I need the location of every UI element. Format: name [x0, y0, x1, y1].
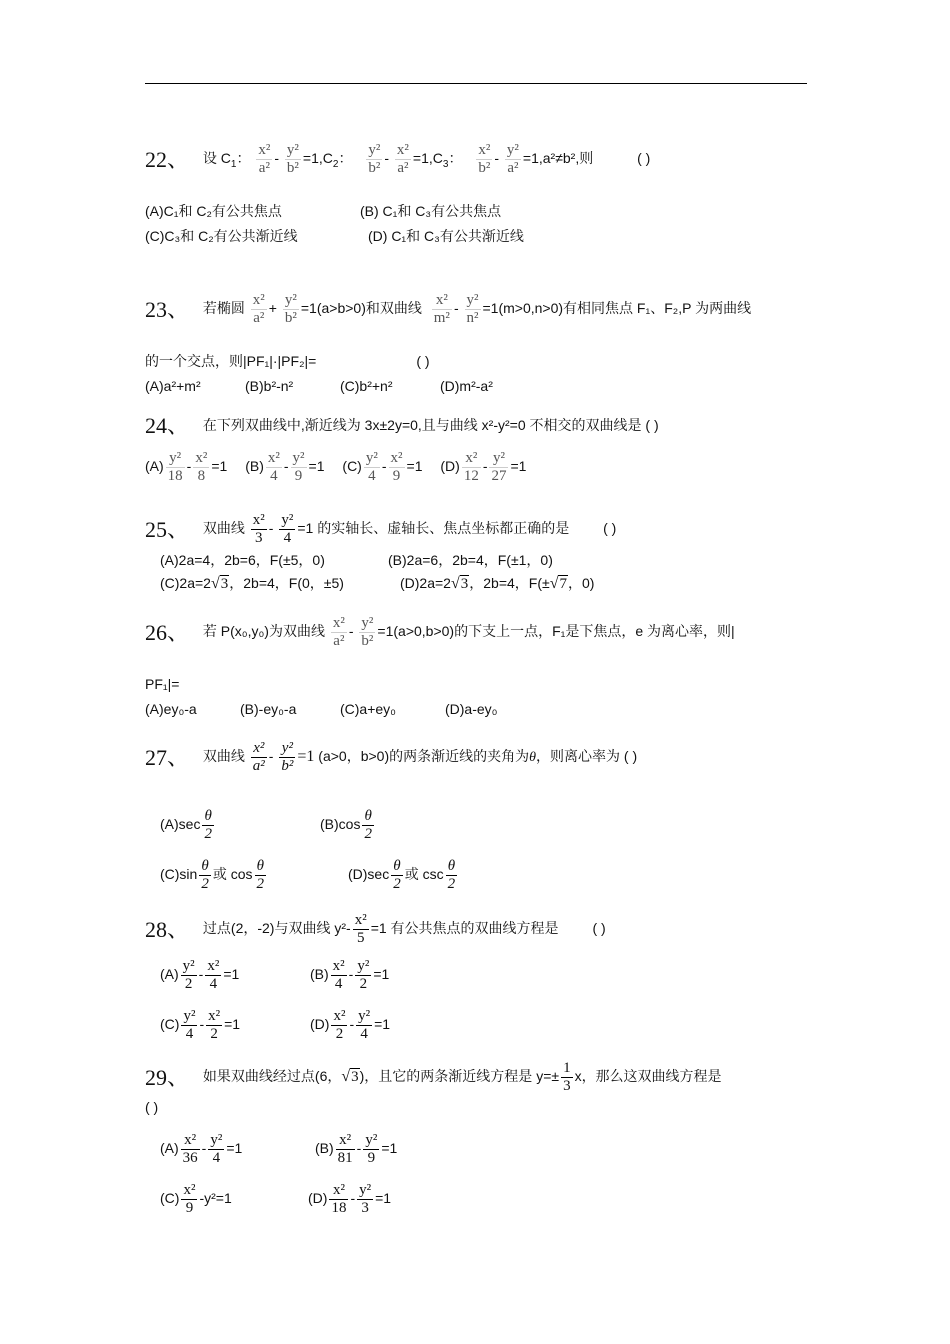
- choice-D: (D)2a=2√3，2b=4，F(±√7，0): [400, 573, 594, 595]
- choice-A: (A) $\frac{\text{y²}}{18}$ - $\frac{\text{x²}}{8}$ =1: [145, 450, 228, 484]
- question-number: 22、: [145, 146, 190, 172]
- fraction: $\frac{\text{x²}}{\text{m²}}$: [433, 292, 450, 326]
- question-number: 23、: [145, 296, 190, 322]
- fraction: $\frac{\text{y²}}{\text{b²}}$: [361, 615, 374, 649]
- sqrt: √3: [341, 1068, 359, 1085]
- question-28: 28、 过点(2，-2)与双曲线 y²- $\frac{\text{x²}}{5}$ =1 有公共焦点的双曲线方程是 ( ): [145, 912, 606, 946]
- question-number: 26、: [145, 619, 190, 645]
- choice-D: (D) $\frac{\text{x²}}{2}$ - $\frac{\text{y²}}{4}$ =1: [310, 1008, 391, 1042]
- fraction: $\frac{\text{y²}}{\text{b²}}$: [368, 142, 381, 176]
- fraction: $\frac{\text{y²}}{\text{b²}}$: [281, 740, 294, 774]
- fraction: $\frac{\text{y²}}{4}$: [281, 512, 294, 546]
- choice-B: (B)cos $\frac{\theta}{2}$: [320, 808, 372, 842]
- question-number: 24、: [145, 413, 190, 439]
- question-24: 24、 在下列双曲线中,渐近线为 3x±2y=0,且与曲线 x²-y²=0 不相交的双曲线是 ( ): [145, 413, 659, 439]
- choice-C: (C)C₃和 C₂有公共渐近线: [145, 228, 298, 244]
- question-25: 25、 双曲线 $\frac{\text{x²}}{3}$ - $\frac{\text{y²}}{4}$ =1 的实轴长、虚轴长、焦点坐标都正确的是 ( ): [145, 512, 617, 546]
- choice-B: (B) $\frac{\text{x²}}{4}$ - $\frac{\text{y²}}{9}$ =1: [245, 450, 325, 484]
- choice-B: (B)2a=6，2b=4，F(±1，0): [388, 552, 553, 568]
- fraction: $\frac{\text{x²}}{\text{a²}}$: [258, 142, 271, 176]
- fraction: $\frac{\text{x²}}{5}$: [354, 912, 367, 946]
- choice-B: (B) $\frac{\text{x²}}{81}$ - $\frac{\text{y²}}{9}$ =1: [315, 1132, 398, 1166]
- choice-C: (C) $\frac{\text{x²}}{9}$ -y²=1: [160, 1182, 232, 1216]
- question-number: 29、: [145, 1064, 190, 1090]
- choice-D: (D) $\frac{\text{x²}}{18}$ - $\frac{\text{y²}}{3}$ =1: [308, 1182, 392, 1216]
- choice-A: (A)2a=4，2b=6，F(±5，0): [160, 552, 325, 568]
- fraction: $\frac{\text{y²}}{\text{b²}}$: [286, 142, 299, 176]
- answer-blank: ( ): [416, 353, 430, 369]
- question-23-line2: 的一个交点，则|PF₁|·|PF₂|= ( ): [145, 353, 430, 369]
- fraction: $\frac{\text{x²}}{\text{a²}}$: [332, 615, 345, 649]
- choice-C: (C)sin $\frac{\theta}{2}$ 或 cos $\frac{\theta}{2}$: [160, 858, 265, 892]
- choice-D: (D)m²-a²: [440, 378, 493, 394]
- choice-C: (C)b²+n²: [340, 378, 393, 394]
- fraction: $\frac{\text{x²}}{\text{b²}}$: [478, 142, 491, 176]
- question-22: 22、 设 $C_1$： $\frac{\text{x²}}{\text{a²}}$ - $\frac{\text{y²}}{\text{b²}}$ $=1,C_2$： $\frac{\text{y²}}{\text{b²}}$ - $\frac{\text{x²}}{\text{a²}}$ $=1,C_3$： $\frac{\text{x²}}{\text{b²}}$ - $\frac{\text{y²}}{\text{a²}}$ =1,a²≠b²,则 ( ): [145, 142, 651, 176]
- choice-C: (C)2a=2√3，2b=4，F(0，±5): [160, 573, 344, 595]
- choice-B: (B) C₁和 C₃有公共焦点: [360, 203, 502, 219]
- fraction: $\frac{\text{y²}}{\text{a²}}$: [506, 142, 519, 176]
- choice-C: (C) $\frac{\text{y²}}{4}$ - $\frac{\text{x²}}{9}$ =1: [342, 450, 423, 484]
- fraction: $\frac{\text{x²}}{3}$: [252, 512, 265, 546]
- choice-C: (C) $\frac{\text{y²}}{4}$ - $\frac{\text{x²}}{2}$ =1: [160, 1008, 241, 1042]
- question-29-line2: ( ): [145, 1099, 159, 1115]
- header-rule: [145, 83, 807, 84]
- question-23: 23、 若椭圆 $\frac{\text{x²}}{\text{a²}}$ + $\frac{\text{y²}}{\text{b²}}$ =1(a>b>0)和双曲线 $\frac{\text{x²}}{\text{m²}}$ - $\frac{\text{y²}}{\text{n²}}$ =1(m>0,n>0)有相同焦点 F₁、F₂,P 为两曲线: [145, 292, 752, 326]
- sqrt: √3: [210, 574, 229, 592]
- choice-A: (A)ey₀-a: [145, 701, 197, 717]
- question-27: 27、 双曲线 $\frac{\text{x²}}{\text{a²}}$ - $\frac{\text{y²}}{\text{b²}}$ =1 (a>0，b>0)的两条渐近线的夹角为θ，则离心率为 ( ): [145, 740, 638, 774]
- question-number: 27、: [145, 744, 190, 770]
- choice-D: (D)a-ey₀: [445, 701, 498, 717]
- fraction: $\frac{\text{x²}}{\text{a²}}$: [252, 292, 265, 326]
- sqrt: √7: [549, 574, 567, 592]
- fraction: $\frac{\text{y²}}{\text{b²}}$: [284, 292, 297, 326]
- answer-blank: ( ): [637, 150, 651, 167]
- choice-A: (A)a²+m²: [145, 378, 201, 394]
- theta-symbol: θ: [529, 750, 536, 766]
- question-24-choices: [145, 450, 526, 485]
- choice-D: (D)sec $\frac{\theta}{2}$ 或 csc $\frac{\theta}{2}$: [348, 858, 456, 892]
- choice-C: (C)a+ey₀: [340, 701, 396, 717]
- choice-D: (D) $\frac{\text{x²}}{12}$ - $\frac{\text{y²}}{27}$ =1: [440, 450, 527, 484]
- choice-A: (A) $\frac{\text{x²}}{36}$ - $\frac{\text{y²}}{4}$ =1: [160, 1132, 243, 1166]
- choice-D: (D) C₁和 C₃有公共渐近线: [368, 228, 524, 244]
- question-26-line2: PF₁|=: [145, 676, 180, 692]
- choice-A: (A) $\frac{\text{y²}}{2}$ - $\frac{\text{x²}}{4}$ =1: [160, 958, 240, 992]
- fraction: $\frac{1}{3}$: [563, 1060, 571, 1094]
- choice-A: (A)C₁和 C₂有公共焦点: [145, 203, 282, 219]
- answer-blank: ( ): [603, 520, 617, 537]
- sqrt: √3: [450, 574, 469, 592]
- fraction: $\frac{\text{y²}}{\text{n²}}$: [466, 292, 479, 326]
- answer-blank: ( ): [592, 920, 606, 937]
- question-26: 26、 若 P(x₀,y₀)为双曲线 $\frac{\text{x²}}{\text{a²}}$ - $\frac{\text{y²}}{\text{b²}}$ =1(a>0,b>0)的下支上一点，F₁是下焦点，e 为离心率，则|: [145, 615, 735, 649]
- fraction: $\frac{\text{x²}}{\text{a²}}$: [252, 740, 265, 774]
- choice-B: (B)-ey₀-a: [240, 701, 297, 717]
- choice-B: (B) $\frac{\text{x²}}{4}$ - $\frac{\text{y²}}{2}$ =1: [310, 958, 390, 992]
- question-number: 25、: [145, 516, 190, 542]
- question-number: 28、: [145, 916, 190, 942]
- fraction: $\frac{\text{x²}}{\text{a²}}$: [396, 142, 409, 176]
- choice-A: (A)sec $\frac{\theta}{2}$: [160, 808, 212, 842]
- choice-B: (B)b²-n²: [245, 378, 294, 394]
- question-29: 29、 如果双曲线经过点(6，√3)，且它的两条渐近线方程是 y=± $\frac{1}{3}$ x，那么这双曲线方程是: [145, 1060, 722, 1094]
